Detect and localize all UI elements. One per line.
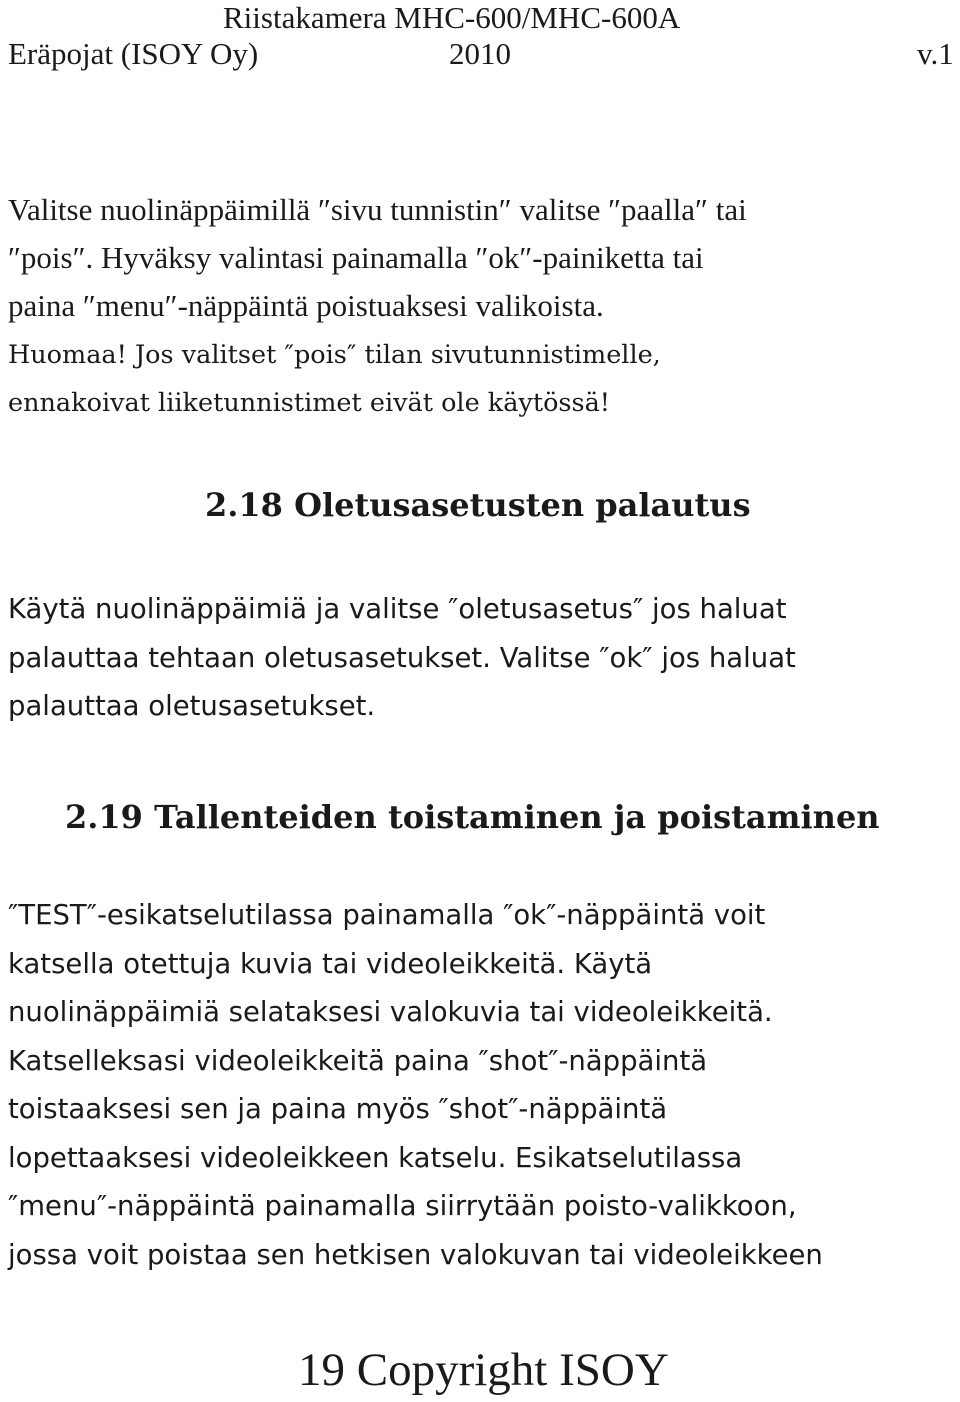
- section-heading-2-19: 2.19 Tallenteiden toistaminen ja poistaminen: [65, 798, 880, 836]
- paragraph-line: ″menu″-näppäintä painamalla siirrytään poisto-valikkoon,: [8, 1190, 797, 1222]
- paragraph-line: palauttaa tehtaan oletusasetukset. Valitse ″ok″ jos haluat: [8, 641, 796, 674]
- page-footer: 19 Copyright ISOY: [298, 1344, 669, 1396]
- paragraph-line: lopettaaksesi videoleikkeen katselu. Esikatselutilassa: [8, 1141, 743, 1174]
- paragraph-line: Katselleksasi videoleikkeitä paina ″shot″-näppäintä: [8, 1044, 708, 1077]
- section-2-18-paragraph: [8, 585, 796, 731]
- paragraph-line: katsella otettuja kuvia tai videoleikkeitä. Käytä: [8, 947, 653, 980]
- header-year: 2010: [449, 36, 511, 71]
- paragraph-line: toistaaksesi sen ja paina myös ″shot″-näppäintä: [8, 1093, 668, 1125]
- warning-note: [8, 331, 661, 427]
- intro-paragraph: [8, 186, 747, 330]
- warning-line: ennakoivat liiketunnistimet eivät ole käytössä!: [8, 388, 611, 418]
- paragraph-line: ″TEST″-esikatselutilassa painamalla ″ok″-näppäintä voit: [8, 899, 766, 931]
- intro-line: Valitse nuolinäppäimillä ″sivu tunnistin″ valitse ″paalla″ tai: [8, 192, 747, 227]
- document-title: Riistakamera MHC-600/MHC-600A: [223, 0, 681, 35]
- paragraph-line: nuolinäppäimiä selataksesi valokuvia tai videoleikkeitä.: [8, 996, 773, 1028]
- section-heading-2-18: 2.18 Oletusasetusten palautus: [205, 486, 751, 524]
- section-2-19-paragraph: [8, 891, 823, 1279]
- paragraph-line: palauttaa oletusasetukset.: [8, 690, 376, 722]
- paragraph-line: Käytä nuolinäppäimiä ja valitse ″oletusasetus″ jos haluat: [8, 593, 787, 625]
- paragraph-line: jossa voit poistaa sen hetkisen valokuvan tai videoleikkeen: [8, 1238, 823, 1271]
- header-company: Eräpojat (ISOY Oy): [8, 36, 259, 71]
- header-version: v.1: [917, 36, 954, 71]
- warning-line: Huomaa! Jos valitset ″pois″ tilan sivutunnistimelle,: [8, 340, 661, 370]
- intro-line: ″pois″. Hyväksy valintasi painamalla ″ok″-painiketta tai: [8, 240, 704, 275]
- intro-line: paina ″menu″-näppäintä poistuaksesi valikoista.: [8, 288, 604, 323]
